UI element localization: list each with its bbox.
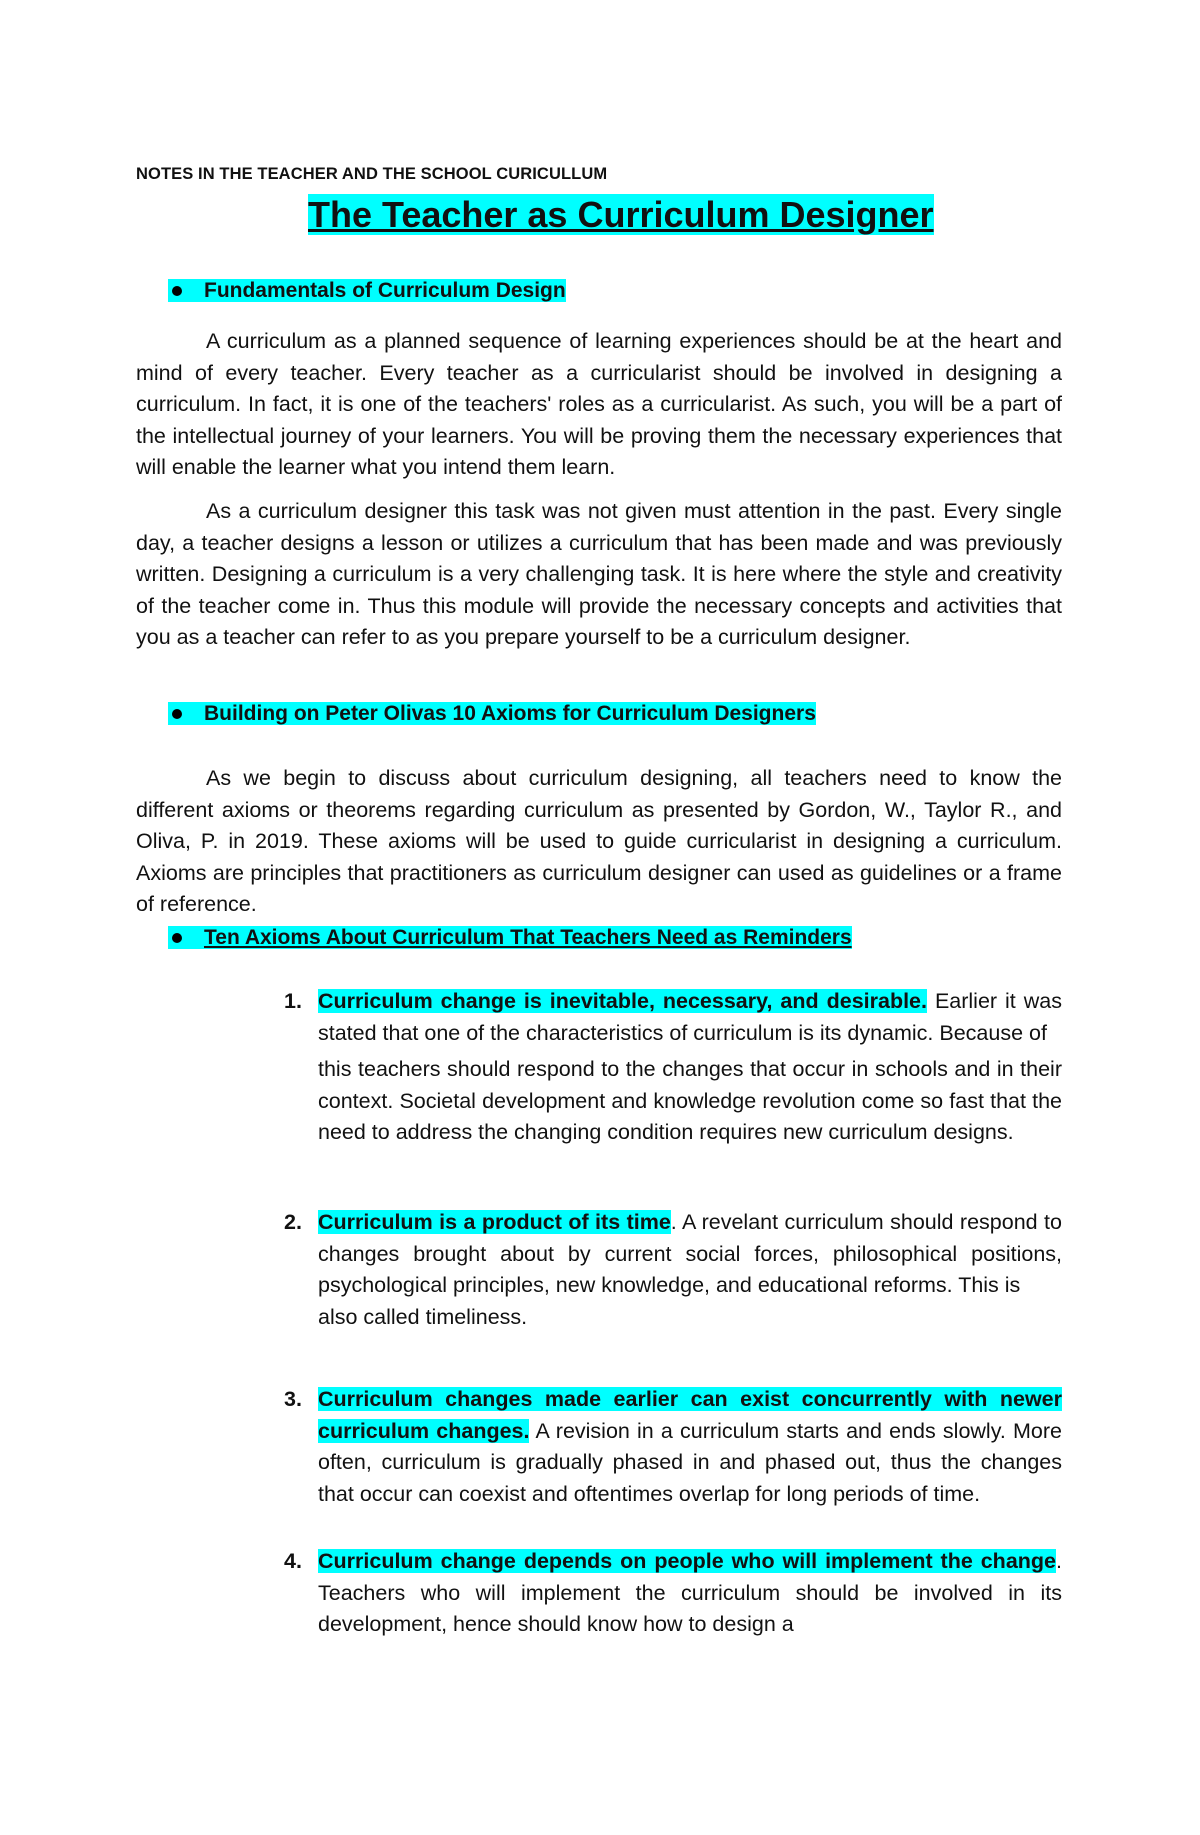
axiom-title: Curriculum change is inevitable, necessary, and desirable.	[318, 989, 927, 1013]
section-heading-text: Fundamentals of Curriculum Design	[204, 279, 566, 302]
bullet-icon	[168, 700, 190, 728]
bullet-icon	[168, 277, 190, 305]
page-title	[308, 194, 934, 235]
section-heading-fundamentals	[168, 277, 566, 305]
bullet-icon	[168, 924, 190, 952]
axiom-text: Earlier it was stated that one of the characteristics of curriculum is its dynamic. Because of	[318, 989, 1062, 1045]
axiom-item-2	[276, 1207, 1062, 1333]
axiom-text: . A revelant curriculum should respond to changes brought about by current social forces, philosophical positions, psychological principles, new knowledge, and educational reforms. This is	[318, 1210, 1062, 1297]
axiom-item-3	[276, 1384, 1062, 1510]
axiom-number: 3.	[284, 1387, 302, 1411]
axiom-item-1	[276, 986, 1062, 1149]
section-heading-axioms-intro	[168, 700, 816, 728]
section-heading-text: Ten Axioms About Curriculum That Teachers Need as Reminders	[204, 926, 852, 949]
axiom-item-4	[276, 1546, 1062, 1641]
notes-header: NOTES IN THE TEACHER AND THE SCHOOL CURICULLUM	[136, 165, 608, 183]
section-heading-ten-axioms	[168, 924, 852, 952]
axiom-continuation: also called timeliness.	[318, 1304, 528, 1329]
page-title-text: The Teacher as Curriculum Designer	[308, 194, 934, 235]
paragraph-fundamentals-2: As a curriculum designer this task was not given must attention in the past. Every single day, a teacher designs a lesson or utilizes a curriculum that has been made and was previously written. Designing a curriculum is a very challenging task. It is here where the style and creativity of the teacher come in. Thus this module will provide the necessary concepts and activities that you as a teacher can refer to as you prepare yourself to be a curriculum designer.	[136, 499, 1062, 649]
axiom-number: 2.	[284, 1210, 302, 1234]
axiom-text: A revision in a curriculum starts and ends slowly. More often, curriculum is gradually phased in and phased out, thus the changes that occur can coexist and oftentimes overlap for long periods of time.	[318, 1418, 1062, 1506]
section-heading-text: Building on Peter Olivas 10 Axioms for Curriculum Designers	[204, 702, 816, 725]
axiom-title: Curriculum changes made earlier can exist concurrently with newer curriculum changes.	[318, 1387, 1062, 1443]
axiom-title: Curriculum change depends on people who will implement the change	[318, 1549, 1057, 1573]
axiom-continuation: this teachers should respond to the changes that occur in schools and in their context. Societal development and knowledge revolution come so fast that the need to address the changing condition requires new curriculum designs.	[318, 1057, 1062, 1144]
axiom-number: 1.	[284, 989, 302, 1013]
axiom-number: 4.	[284, 1549, 302, 1573]
paragraph-axioms-intro: As we begin to discuss about curriculum designing, all teachers need to know the different axioms or theorems regarding curriculum as presented by Gordon, W., Taylor R., and Oliva, P. in 2019. These axioms will be used to guide curricularist in designing a curriculum. Axioms are principles that practitioners as curriculum designer can used as guidelines or a frame of reference.	[136, 766, 1062, 916]
axiom-text: . Teachers who will implement the curriculum should be involved in its development, hence should know how to design a	[318, 1549, 1062, 1636]
axiom-title: Curriculum is a product of its time	[318, 1210, 671, 1234]
paragraph-fundamentals-1: A curriculum as a planned sequence of learning experiences should be at the heart and mind of every teacher. Every teacher as a curricularist should be involved in designing a curriculum. In fact, it is one of the teachers' roles as a curricularist. As such, you will be a part of the intellectual journey of your learners. You will be proving them the necessary experiences that will enable the learner what you intend them learn.	[136, 329, 1062, 479]
